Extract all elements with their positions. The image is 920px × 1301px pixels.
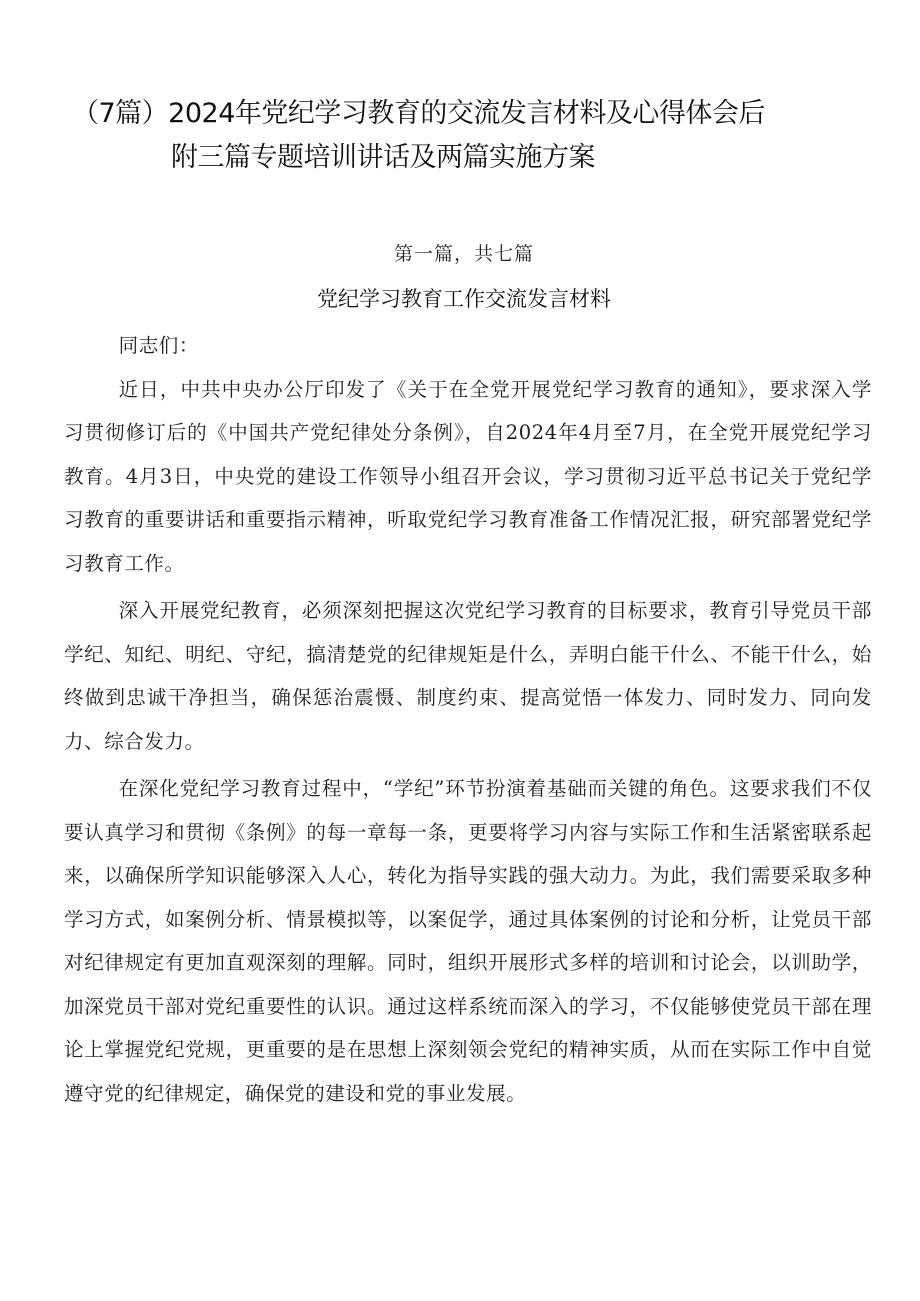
document-title-line-2: 附三篇专题培训讲话及两篇实施方案: [171, 142, 595, 173]
section-title: 党纪学习教育工作交流发言材料: [317, 287, 611, 311]
paragraph-3: 在深化党纪学习教育过程中，“学纪”环节扮演着基础而关键的角色。这要求我们不仅要认真学习和贯彻《条例》的每一章每一条，更要将学习内容与实际工作和生活紧密联系起来，以确保所学知识能够深入人心，转化为指导实践的强大动力。为此，我们需要采取多种学习方式，如案例分析、情景模拟等，以案促学，通过具体案例的讨论和分析，让党员干部对纪律规定有更加直观深刻的理解。同时，组织开展形式多样的培训和讨论会，以训助学，加深党员干部对党纪重要性的认识。通过这样系统而深入的学习，不仅能够使党员干部在理论上掌握党纪党规，更重要的是在思想上深刻领会党纪的精神实质，从而在实际工作中自觉遵守党的纪律规定，确保党的建设和党的事业发展。: [64, 777, 872, 1105]
paragraph-2: 深入开展党纪教育，必须深刻把握这次党纪学习教育的目标要求，教育引导党员干部学纪、知纪、明纪、守纪，搞清楚党的纪律规矩是什么，弄明白能干什么、不能干什么，始终做到忠诚干净担当，确保惩治震慑、制度约束、提高觉悟一体发力、同时发力、同向发力、综合发力。: [64, 599, 872, 753]
paragraph-1: 近日，中共中央办公厅印发了《关于在全党开展党纪学习教育的通知》，要求深入学习贯彻修订后的《中国共产党纪律处分条例》，自2024年4月至7月，在全党开展党纪学习教育。4月3日，中央党的建设工作领导小组召开会议，学习贯彻习近平总书记关于党纪学习教育的重要讲话和重要指示精神，听取党纪学习教育准备工作情况汇报，研究部署党纪学习教育工作。: [64, 377, 872, 575]
salutation: 同志们：: [118, 334, 199, 357]
document-title-line-1: （7篇）2024年党纪学习教育的交流发言材料及心得体会后: [72, 98, 765, 129]
document-title: [72, 92, 872, 180]
document-body: [64, 324, 872, 1115]
section-label: 第一篇，共七篇: [393, 243, 534, 265]
